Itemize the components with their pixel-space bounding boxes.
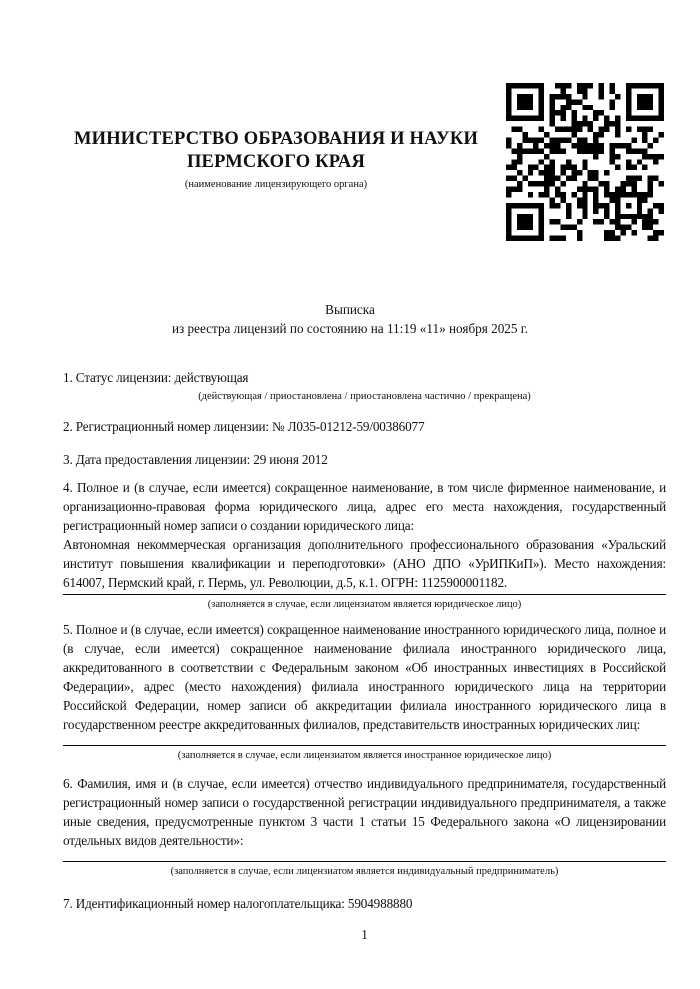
ministry-name-line2: ПЕРМСКОГО КРАЯ bbox=[186, 152, 366, 172]
legal-entity-underline bbox=[63, 594, 666, 595]
extract-title-line1: Выписка bbox=[325, 302, 375, 317]
item-foreign-entity bbox=[63, 620, 666, 763]
extract-title bbox=[0, 300, 700, 338]
licensing-authority-caption: (наименование лицензирующего органа) bbox=[184, 179, 368, 190]
license-status-text: 1. Статус лицензии: действующая bbox=[63, 370, 249, 385]
entrepreneur-underline bbox=[63, 861, 666, 862]
extract-title-line2: из реестра лицензий по состоянию на 11:19 «11» ноября 2025 г. bbox=[171, 321, 529, 336]
qr-code bbox=[505, 83, 665, 241]
ministry-name-line1: МИНИСТЕРСТВО ОБРАЗОВАНИЯ И НАУКИ bbox=[73, 129, 479, 149]
grant-date-text: 3. Дата предоставления лицензии: 29 июня 2012 bbox=[63, 452, 328, 467]
foreign-entity-label: 5. Полное и (в случае, если имеется) сокращенное наименование иностранного юридического лица, полное и (в случае, если имеется) сокращенное наименование филиала иностранного юридического лица, аккредитованного в соответствии с Федеральным законом «Об иностранных инвестициях в Российской Федерации», адрес (место нахождения) филиала иностранного юридического лица на территории Российской Федерации, номер записи об аккредитации филиала иностранного юридического лица в государственном реестре аккредитованных филиалов, представительств иностранных юридических лиц: bbox=[63, 622, 666, 732]
legal-entity-label: 4. Полное и (в случае, если имеется) сокращенное наименование, в том числе фирменное наименование, и организационно-правовая форма юридического лица, адрес его места нахождения, государственный регистрационный номер записи о создании юридического лица: bbox=[63, 480, 666, 533]
licensing-authority-header bbox=[64, 128, 488, 191]
registration-number-text: 2. Регистрационный номер лицензии: № Л035-01212-59/00386077 bbox=[63, 419, 425, 434]
item-legal-entity bbox=[63, 478, 666, 612]
legal-entity-value: Автономная некоммерческая организация дополнительного профессионального образования «Уральский институт повышения квалификации и переподготовки» (АНО ДПО «УрИПКиП»). Место нахождения: 614007, Пермский край, г. Пермь, ул. Революции, д.5, к.1. ОГРН: 1125900001182. bbox=[63, 537, 666, 590]
entrepreneur-value bbox=[63, 850, 666, 859]
item-registration-number bbox=[63, 417, 666, 436]
entrepreneur-note: (заполняется в случае, если лицензиатом является индивидуальный предприниматель) bbox=[170, 866, 559, 877]
foreign-entity-underline bbox=[63, 745, 666, 746]
taxpayer-id-text: 7. Идентификационный номер налогоплательщика: 5904988880 bbox=[63, 896, 413, 911]
foreign-entity-value bbox=[63, 734, 666, 743]
legal-entity-note: (заполняется в случае, если лицензиатом является юридическое лицо) bbox=[207, 599, 522, 610]
foreign-entity-note: (заполняется в случае, если лицензиатом является иностранное юридическое лицо) bbox=[177, 750, 552, 761]
page-number: 1 bbox=[361, 927, 368, 942]
license-status-options-note: (действующая / приостановлена / приостановлена частично / прекращена) bbox=[198, 391, 531, 402]
item-entrepreneur bbox=[63, 774, 666, 879]
item-taxpayer-id bbox=[63, 894, 666, 913]
item-license-status bbox=[63, 368, 666, 404]
item-grant-date bbox=[63, 450, 666, 469]
entrepreneur-label: 6. Фамилия, имя и (в случае, если имеется) отчество индивидуального предпринимателя, государственный регистрационный номер записи о государственной регистрации индивидуального предпринимателя, а также иные сведения, предусмотренные пунктом 3 части 1 статьи 15 Федерального закона «О лицензировании отдельных видов деятельности»: bbox=[63, 776, 666, 848]
